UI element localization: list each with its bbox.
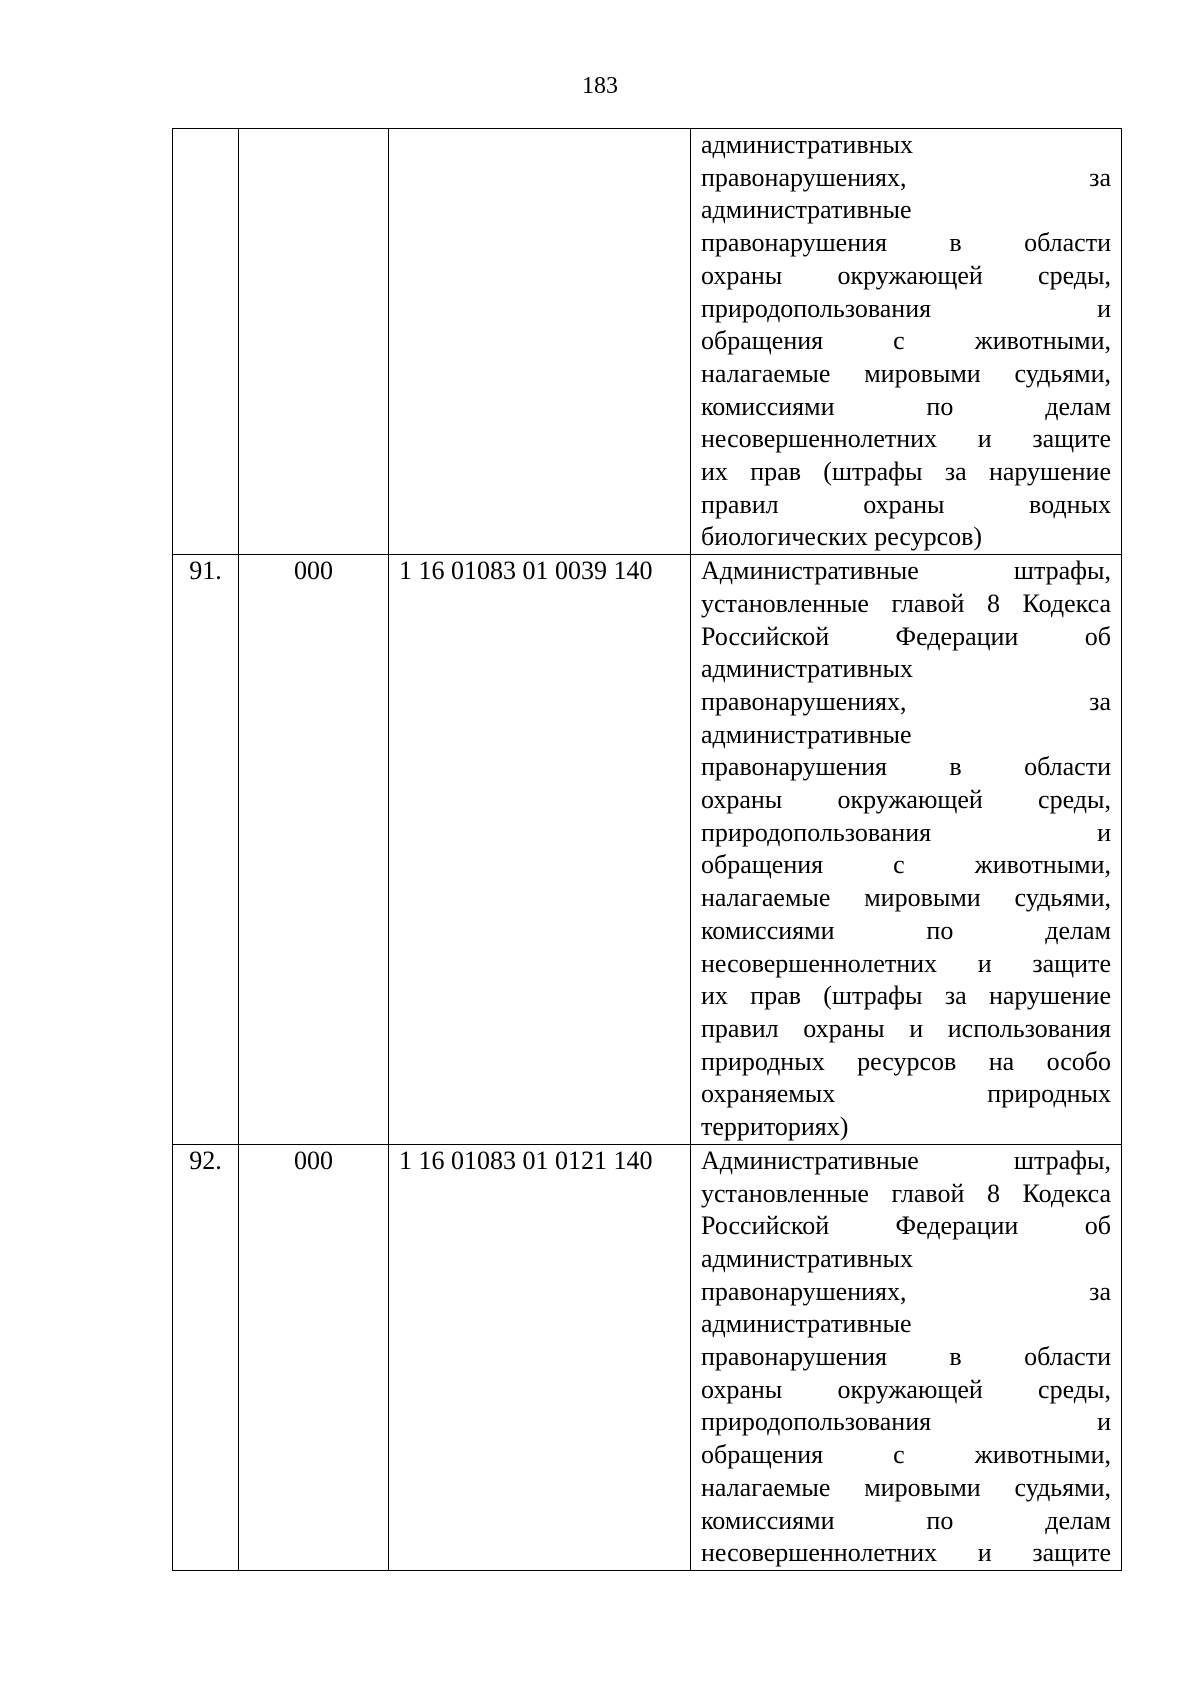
description-line: административные xyxy=(701,195,912,225)
description-line: правонарушениях, за xyxy=(701,162,1111,192)
description-line: природопользования и xyxy=(701,1407,1111,1437)
description-line: охраны окружающей среды, xyxy=(701,260,1111,290)
description-line: Административные штрафы, xyxy=(701,1145,1111,1175)
budget-code-cell xyxy=(389,129,691,555)
budget-codes-table xyxy=(172,128,1122,1571)
table-row xyxy=(173,555,1122,1145)
description-line: административные xyxy=(701,719,912,749)
description-line: установленные главой 8 Кодекса xyxy=(701,588,1111,618)
description-line: природопользования и xyxy=(701,293,1111,323)
description-line: административных xyxy=(701,1243,913,1273)
admin-code-cell xyxy=(239,129,389,555)
description-cell xyxy=(691,129,1122,555)
description-line: охраны окружающей среды, xyxy=(701,1374,1111,1404)
table-row xyxy=(173,129,1122,555)
description-line: административных xyxy=(701,654,913,684)
admin-code-cell: 000 xyxy=(239,1144,389,1570)
description-line: налагаемые мировыми судьями, xyxy=(701,883,1111,913)
description-line: правил охраны и использования xyxy=(701,1013,1111,1043)
description-line: правонарушениях, за xyxy=(701,1276,1111,1306)
description-line: правонарушения в области xyxy=(701,752,1111,782)
description-line: установленные главой 8 Кодекса xyxy=(701,1178,1111,1208)
description-line: территориях) xyxy=(701,1112,849,1142)
description-cell xyxy=(691,1144,1122,1570)
page-number: 183 xyxy=(582,73,618,99)
description-line: налагаемые мировыми судьями, xyxy=(701,358,1111,388)
description-line: несовершеннолетних и защите xyxy=(701,1538,1111,1568)
description-line: природопользования и xyxy=(701,817,1111,847)
description-line: их прав (штрафы за нарушение xyxy=(701,981,1111,1011)
description-line: административных xyxy=(701,130,913,159)
description-line: комиссиями по делам xyxy=(701,1505,1111,1535)
description-line: их прав (штрафы за нарушение xyxy=(701,457,1111,487)
description-line: обращения с животными, xyxy=(701,850,1111,880)
description-line: биологических ресурсов) xyxy=(701,522,983,552)
description-line: Российской Федерации об xyxy=(701,621,1111,651)
description-line: комиссиями по делам xyxy=(701,915,1111,945)
description-line: природных ресурсов на особо xyxy=(701,1046,1111,1076)
row-number-cell: 92. xyxy=(173,1144,239,1570)
description-line: обращения с животными, xyxy=(701,1440,1111,1470)
description-line: правонарушения в области xyxy=(701,1342,1111,1372)
description-line: комиссиями по делам xyxy=(701,391,1111,421)
description-line: правонарушениях, за xyxy=(701,686,1111,716)
row-number-cell: 91. xyxy=(173,555,239,1145)
description-line: правил охраны водных xyxy=(701,489,1111,519)
description-line: охраняемых природных xyxy=(701,1079,1111,1109)
description-line: Административные штрафы, xyxy=(701,556,1111,586)
table-row xyxy=(173,1144,1122,1570)
description-line: административные xyxy=(701,1309,912,1339)
row-number-cell xyxy=(173,129,239,555)
table-body xyxy=(173,129,1122,1571)
description-line: обращения с животными, xyxy=(701,326,1111,356)
description-cell xyxy=(691,555,1122,1145)
description-line: правонарушения в области xyxy=(701,228,1111,258)
budget-code-cell: 1 16 01083 01 0039 140 xyxy=(389,555,691,1145)
admin-code-cell: 000 xyxy=(239,555,389,1145)
description-line: налагаемые мировыми судьями, xyxy=(701,1472,1111,1502)
budget-code-cell: 1 16 01083 01 0121 140 xyxy=(389,1144,691,1570)
description-line: несовершеннолетних и защите xyxy=(701,948,1111,978)
description-line: охраны окружающей среды, xyxy=(701,785,1111,815)
description-line: Российской Федерации об xyxy=(701,1211,1111,1241)
description-line: несовершеннолетних и защите xyxy=(701,424,1111,454)
